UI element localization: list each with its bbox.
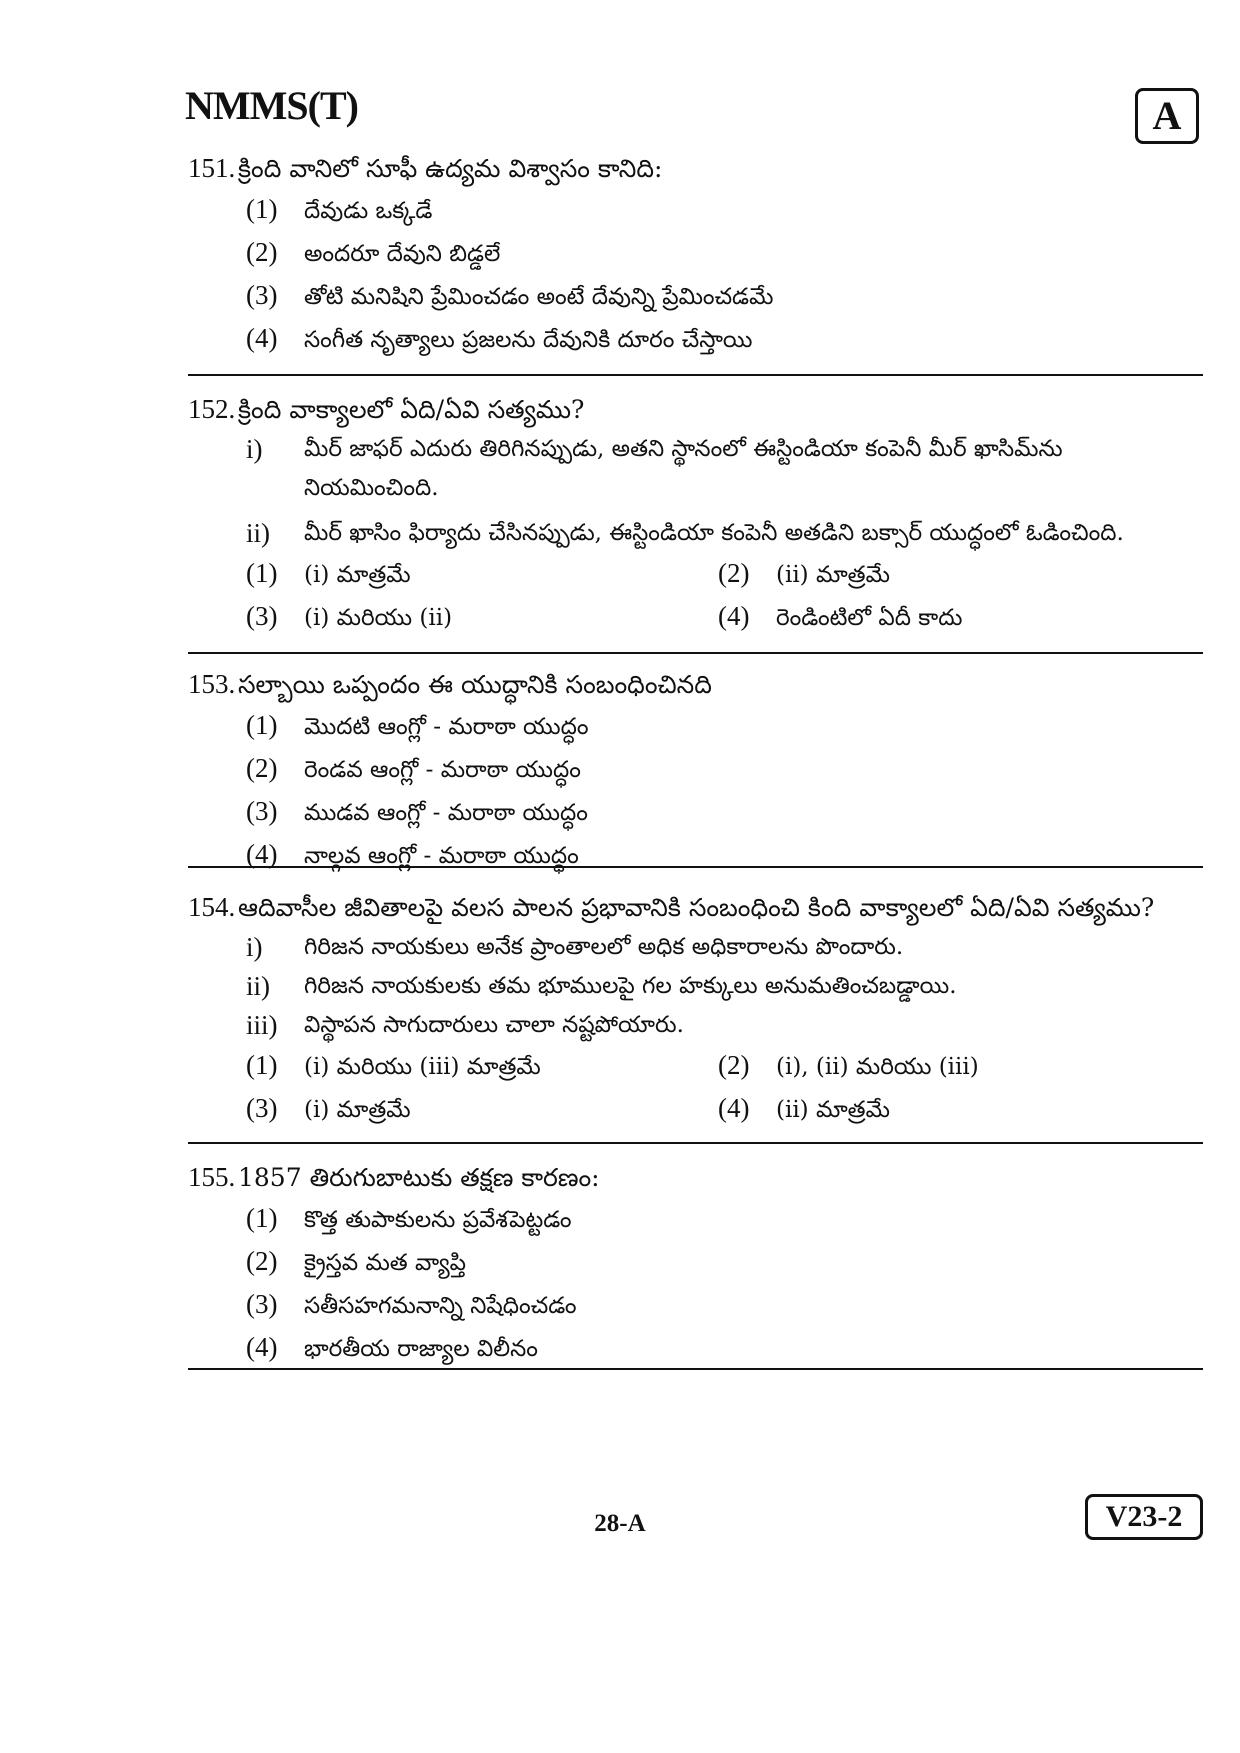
- option: [188, 318, 1203, 361]
- option-text: ముడవ ఆంగ్లో - మరాఠా యుద్ధం: [304, 800, 588, 826]
- option-text: (ii) మాత్రమే: [776, 562, 890, 588]
- option: [188, 791, 1203, 834]
- option-number: (3): [246, 280, 278, 310]
- question-number: 154.: [188, 892, 236, 922]
- option-text: కొత్త తుపాకులను ప్రవేశపెట్టడం: [304, 1207, 572, 1233]
- statement-number: ii): [246, 971, 270, 1001]
- option-number: (4): [718, 601, 750, 631]
- question-stem: [188, 887, 1203, 928]
- option: [188, 1198, 1203, 1241]
- option: [246, 1045, 718, 1088]
- statement: [188, 967, 1203, 1006]
- option: [188, 748, 1203, 791]
- statement: [188, 1006, 1203, 1045]
- divider: [188, 1368, 1203, 1370]
- option-number: (3): [246, 796, 278, 826]
- divider: [188, 1142, 1203, 1144]
- option-number: (2): [246, 1246, 278, 1276]
- option-number: (2): [246, 753, 278, 783]
- option-number: (2): [718, 558, 750, 588]
- option-text: దేవుడు ఒక్కడే: [304, 198, 433, 224]
- statement-text: మీర్ ఖాసిం ఫిర్యాదు చేసినప్పుడు, ఈస్టిండియా కంపెనీ అతడిని బక్సార్ యుద్ధంలో ఓడించింది.: [304, 520, 1124, 546]
- question-stem: [188, 664, 1203, 705]
- option-number: (1): [246, 1050, 278, 1080]
- option-text: (i) మరియు (ii): [304, 605, 453, 631]
- divider: [188, 866, 1203, 868]
- statement: [188, 514, 1203, 553]
- option-number: (1): [246, 710, 278, 740]
- question-number: 153.: [188, 669, 236, 699]
- question-stem: [188, 1157, 1203, 1198]
- statement-number: ii): [246, 518, 270, 548]
- question-text: 1857 తిరుగుబాటుకు తక్షణ కారణం:: [238, 1163, 600, 1192]
- option-number: (4): [246, 839, 278, 869]
- option: [188, 834, 1203, 877]
- option: [246, 553, 718, 596]
- option-text: మొదటి ఆంగ్లో - మరాఠా యుద్ధం: [304, 714, 589, 740]
- options-grid: [188, 553, 1203, 639]
- option: [718, 596, 1198, 639]
- question-number: 155.: [188, 1162, 236, 1192]
- option: [188, 705, 1203, 748]
- statement-text: గిరిజన నాయకులకు తమ భూములపై గల హక్కులు అనుమతించబడ్డాయి.: [304, 973, 957, 999]
- option-number: (2): [246, 237, 278, 267]
- statement-number: iii): [246, 1010, 278, 1040]
- option-number: (4): [718, 1093, 750, 1123]
- option-number: (1): [246, 558, 278, 588]
- question-text: ఆదివాసీల జీవితాలపై వలస పాలన ప్రభావానికి సంబంధించి కింది వాక్యాలలో ఏది/ఏవి సత్యము?: [238, 893, 1155, 922]
- option-text: (ii) మాత్రమే: [776, 1097, 890, 1123]
- option-number: (3): [246, 1093, 278, 1123]
- option-text: (i) మాత్రమే: [304, 1097, 411, 1123]
- statement-text: గిరిజన నాయకులు అనేక ప్రాంతాలలో అధిక అధికారాలను పొందారు.: [304, 934, 904, 960]
- option-text: (i) మరియు (iii) మాత్రమే: [304, 1054, 541, 1080]
- option-number: (2): [718, 1050, 750, 1080]
- option-number: (3): [246, 601, 278, 631]
- statement: [188, 928, 1203, 967]
- option: [188, 1241, 1203, 1284]
- option-text: తోటి మనిషిని ప్రేమించడం అంటే దేవున్ని ప్రేమించడమే: [304, 284, 774, 310]
- paper-code-badge: V23-2: [1085, 1494, 1203, 1540]
- option-text: సతీసహగమనాన్ని నిషేధించడం: [304, 1293, 577, 1319]
- booklet-series-badge: A: [1135, 88, 1199, 144]
- option-text: అందరూ దేవుని బిడ్డలే: [304, 241, 501, 267]
- statement-number: i): [246, 434, 263, 464]
- question-stem: [188, 148, 1203, 189]
- question-text: క్రింది వాక్యాలలో ఏది/ఏవి సత్యము?: [238, 395, 585, 424]
- option-number: (1): [246, 1203, 278, 1233]
- option-text: నాల్గవ ఆంగ్లో - మరాఠా యుద్ధం: [304, 843, 579, 869]
- question-154: [188, 887, 1203, 1131]
- option: [246, 1088, 718, 1131]
- option: [188, 189, 1203, 232]
- statement-text: మీర్ జాఫర్ ఎదురు తిరిగినప్పుడు, అతని స్థానంలో ఈస్టిండియా కంపెనీ మీర్ ఖాసిమ్‌ను నియమించింది.: [304, 436, 1063, 501]
- option-text: (i), (ii) మరియు (iii): [776, 1054, 979, 1080]
- option-number: (4): [246, 1332, 278, 1362]
- option: [718, 1045, 1198, 1088]
- option: [188, 1327, 1203, 1370]
- question-text: సల్బాయి ఒప్పందం ఈ యుద్ధానికి సంబంధించినది: [238, 670, 712, 699]
- question-155: [188, 1157, 1203, 1370]
- question-number: 151.: [188, 153, 236, 183]
- option-text: భారతీయ రాజ్యాల విలీనం: [304, 1336, 538, 1362]
- statement-text: విస్థాపన సాగుదారులు చాలా నష్టపోయారు.: [304, 1012, 684, 1038]
- exam-code: NMMS(T): [185, 83, 358, 128]
- question-text: క్రింది వానిలో సూఫీ ఉద్యమ విశ్వాసం కానిది:: [238, 154, 663, 183]
- option-text: రెండవ ఆంగ్లో - మరాఠా యుద్ధం: [304, 757, 581, 783]
- page-number: 28-A: [594, 1510, 646, 1537]
- question-stem: [188, 389, 1203, 430]
- option: [718, 1088, 1198, 1131]
- question-number: 152.: [188, 394, 236, 424]
- question-152: [188, 389, 1203, 639]
- divider: [188, 652, 1203, 654]
- option-text: రెండింటిలో ఏదీ కాదు: [776, 605, 963, 631]
- question-151: [188, 148, 1203, 361]
- option-text: (i) మాత్రమే: [304, 562, 411, 588]
- question-153: [188, 664, 1203, 877]
- option: [188, 275, 1203, 318]
- option-number: (1): [246, 194, 278, 224]
- option-number: (4): [246, 323, 278, 353]
- statement-number: i): [246, 932, 263, 962]
- option: [246, 596, 718, 639]
- option-number: (3): [246, 1289, 278, 1319]
- option: [188, 232, 1203, 275]
- option: [188, 1284, 1203, 1327]
- divider: [188, 374, 1203, 376]
- options-grid: [188, 1045, 1203, 1131]
- statement: [188, 430, 1203, 508]
- option-text: క్రైస్తవ మత వ్యాప్తి: [304, 1250, 467, 1276]
- option: [718, 553, 1198, 596]
- option-text: సంగీత నృత్యాలు ప్రజలను దేవునికి దూరం చేస్తాయి: [304, 327, 753, 353]
